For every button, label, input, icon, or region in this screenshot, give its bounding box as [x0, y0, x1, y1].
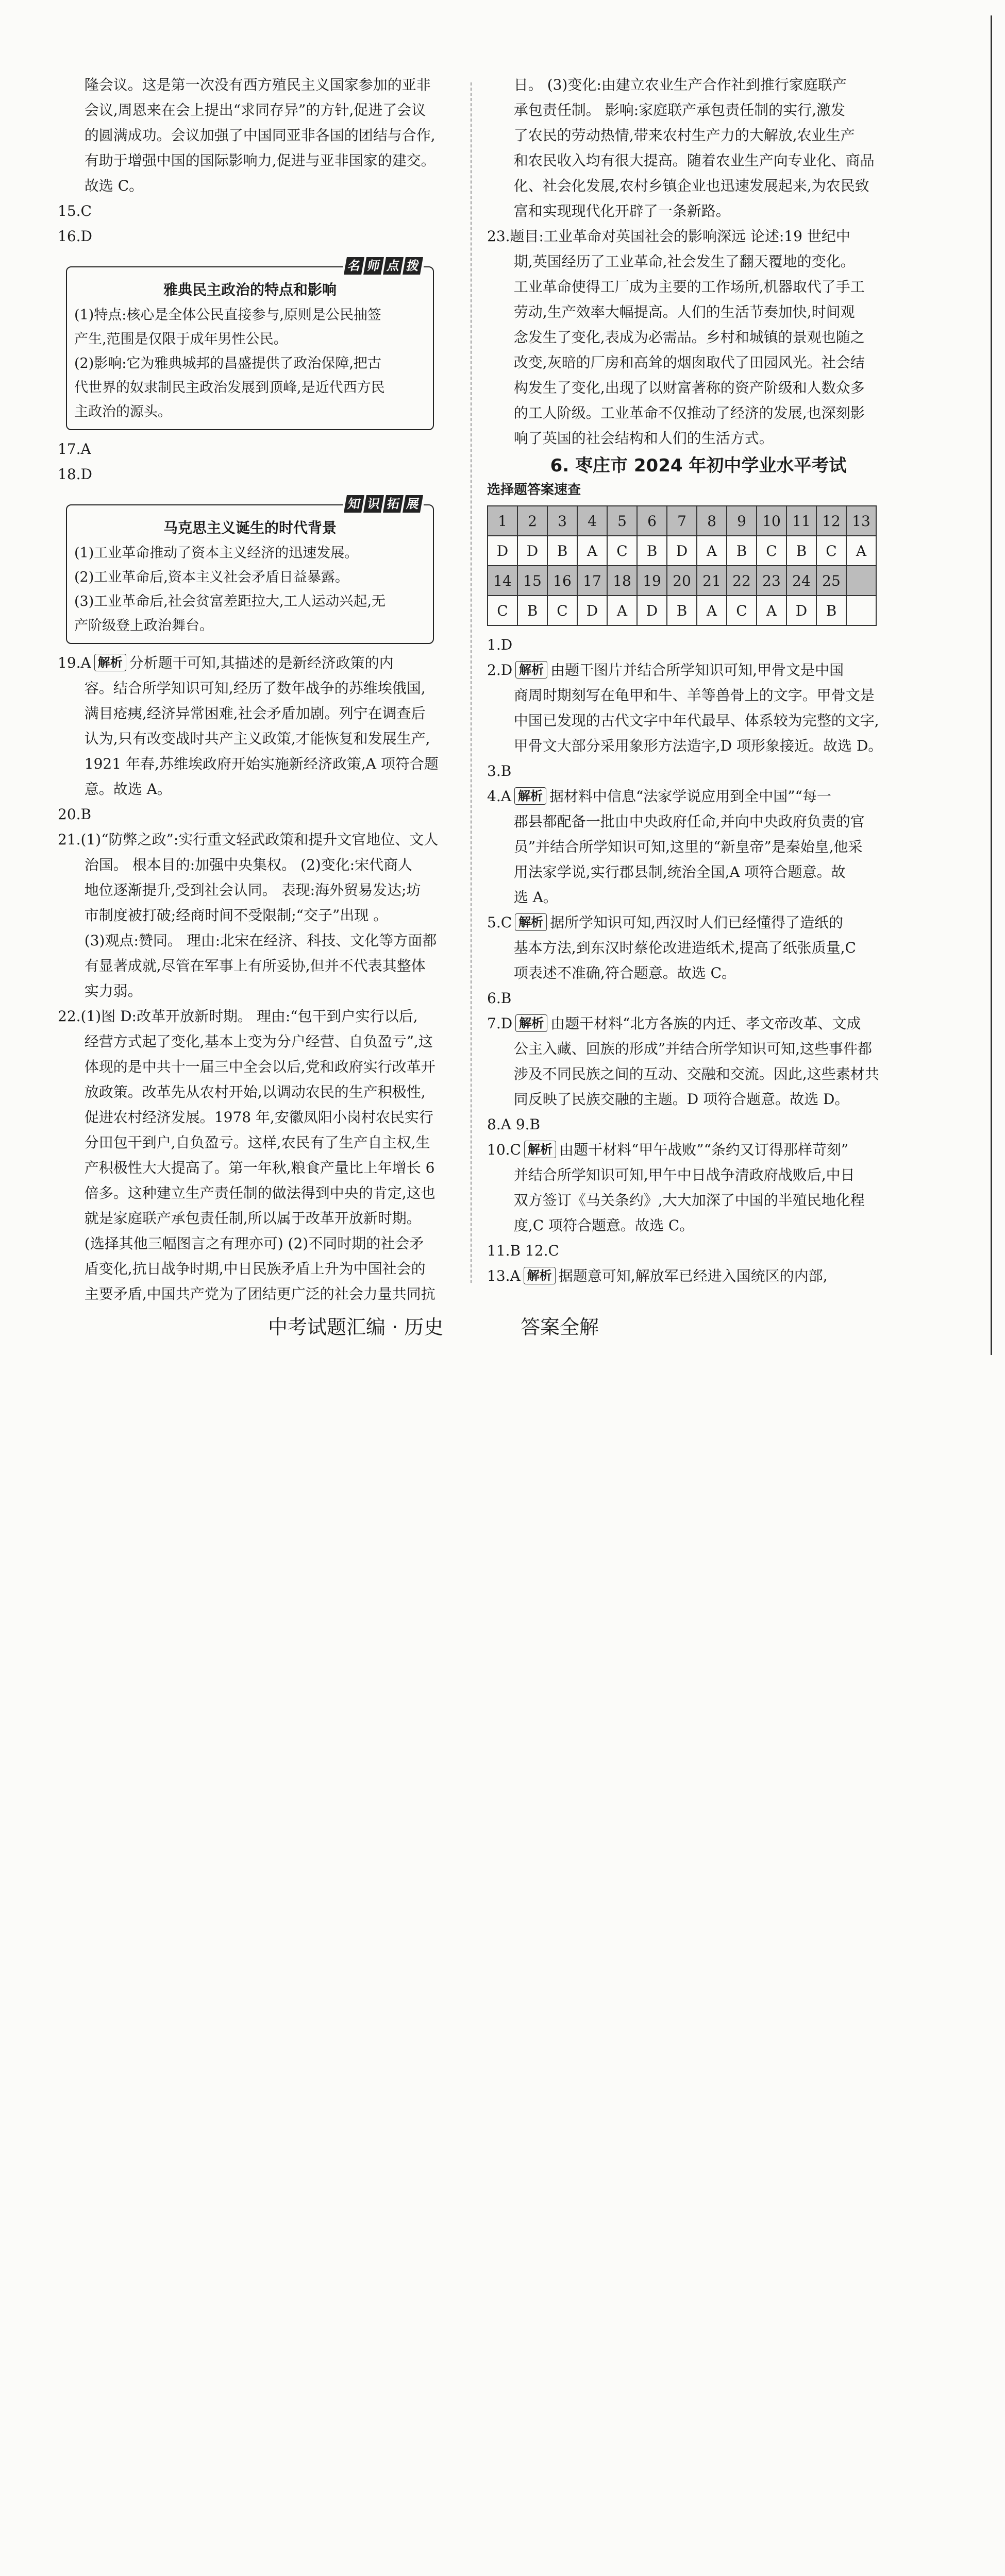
text-line: 放政策。改革先从农村开始,以调动农民的生产积极性,	[84, 1083, 426, 1100]
badge-char: 知	[344, 495, 364, 513]
box-title: 雅典民主政治的特点和影响	[163, 281, 337, 298]
table-cell: 6	[637, 506, 667, 536]
tip-box-marxism	[66, 496, 434, 644]
text-line: 据材料中信息“法家学说应用到全中国”“每一	[549, 788, 831, 805]
table-cell: 11	[786, 506, 816, 536]
analysis-tag: 解析	[515, 661, 547, 679]
table-cell: D	[667, 536, 697, 566]
q21	[58, 827, 449, 1004]
page-footer	[0, 1312, 1005, 1343]
table-cell: 8	[697, 506, 727, 536]
page-edge-line	[991, 15, 992, 1355]
text-line: 员”并结合所学知识可知,这里的“新皇帝”是秦始皇,他采	[513, 838, 863, 855]
right-column	[487, 72, 910, 1289]
table-cell: A	[607, 596, 637, 625]
table-cell-empty	[846, 566, 876, 596]
analysis-tag: 解析	[515, 1014, 547, 1032]
table-cell: 4	[577, 506, 607, 536]
badge-char: 拓	[383, 495, 404, 513]
text-line: 分析题干可知,其描述的是新经济政策的内	[129, 654, 394, 671]
table-cell: B	[727, 536, 757, 566]
table-cell: 10	[757, 506, 786, 536]
answer-20: 20.B	[58, 806, 92, 823]
table-cell: 20	[667, 566, 697, 596]
table-cell: 21	[697, 566, 727, 596]
text-line: 意。故选 A。	[84, 781, 172, 798]
text-line: (3)观点:赞同。 理由:北宋在经济、科技、文化等方面都	[84, 932, 437, 949]
text-line: 由题干图片并结合所学知识可知,甲骨文是中国	[550, 662, 844, 679]
q-head: 13.A	[487, 1267, 521, 1284]
table-cell: C	[488, 596, 517, 625]
text-line: 的圆满成功。会议加强了中国同亚非各国的团结与合作,	[84, 127, 435, 144]
q4	[487, 784, 910, 910]
q-head: 19.A	[58, 654, 91, 671]
table-cell: B	[816, 596, 846, 625]
q10	[487, 1137, 910, 1238]
q23	[487, 224, 910, 451]
text-line: 会议,周恩来在会上提出“求同存异”的方针,促进了会议	[84, 101, 426, 118]
table-cell: 1	[488, 506, 517, 536]
q-head: 2.D	[487, 662, 513, 679]
table-cell: A	[577, 536, 607, 566]
table-cell: A	[846, 536, 876, 566]
text-line: 念发生了变化,表成为必需品。乡村和城镇的景观也随之	[513, 329, 865, 346]
q-head: 5.C	[487, 914, 512, 931]
text-line: 市制度被打破;经商时间不受限制;“交子”出现 。	[84, 907, 388, 924]
text-line: 盾变化,抗日战争时期,中日民族矛盾上升为中国社会的	[84, 1260, 426, 1277]
text-line: 富和实现现代化开辟了一条新路。	[513, 202, 730, 219]
text-line: 地位逐渐提升,受到社会认同。 表现:海外贸易发达;坊	[84, 882, 421, 899]
table-cell: 22	[727, 566, 757, 596]
left-column	[58, 72, 449, 1307]
table-cell: A	[757, 596, 786, 625]
text-line: 隆会议。这是第一次没有西方殖民主义国家参加的亚非	[84, 76, 431, 93]
q7	[487, 1011, 910, 1112]
footer-subtitle: 答案全解	[521, 1316, 599, 1338]
text-line: 据所学知识可知,西汉时人们已经懂得了造纸的	[550, 914, 844, 931]
answer-table-answer-row	[488, 596, 876, 625]
table-cell-empty	[846, 596, 876, 625]
table-cell: 17	[577, 566, 607, 596]
text-line: 产积极性大大提高了。第一年秋,粮食产量比上年增长 6	[84, 1159, 435, 1176]
text-line: 中国已发现的古代文字中年代最早、体系较为完整的文字,	[513, 712, 879, 729]
text-line: 公主入藏、回族的形成”并结合所学知识可知,这些事件都	[513, 1040, 873, 1057]
answer-16: 16.D	[58, 228, 92, 245]
box-badge	[343, 495, 424, 513]
q14-continuation	[58, 72, 449, 198]
q-head: 7.D	[487, 1015, 513, 1032]
analysis-tag: 解析	[94, 654, 126, 671]
table-cell: B	[637, 536, 667, 566]
box-line: (2)工业革命后,资本主义社会矛盾日益暴露。	[74, 569, 349, 585]
table-cell: 19	[637, 566, 667, 596]
q2	[487, 657, 910, 758]
badge-char: 拨	[403, 257, 423, 275]
q19	[58, 650, 449, 802]
table-cell: 25	[816, 566, 846, 596]
table-cell: 14	[488, 566, 517, 596]
q-head: 10.C	[487, 1141, 521, 1158]
table-cell: A	[697, 536, 727, 566]
q-head: 4.A	[487, 788, 511, 805]
text-line: 了农民的劳动热情,带来农村生产力的大解放,农业生产	[513, 127, 855, 144]
answer-table-number-row	[488, 566, 876, 596]
table-cell: 5	[607, 506, 637, 536]
analysis-tag: 解析	[524, 1141, 556, 1158]
text-line: 日。 (3)变化:由建立农业生产合作社到推行家庭联产	[513, 76, 847, 93]
answer-table	[487, 505, 877, 626]
tip-box-athens	[66, 258, 434, 430]
text-line: 郡县都配备一批由中央政府任命,并向中央政府负责的官	[513, 813, 865, 830]
text-line: 度,C 项符合题意。故选 C。	[513, 1217, 694, 1234]
table-cell: B	[517, 596, 547, 625]
text-line: 23.题目:工业革命对英国社会的影响深远 论述:19 世纪中	[487, 228, 850, 245]
analysis-tag: 解析	[514, 787, 546, 805]
text-line: 1921 年春,苏维埃政府开始实施新经济政策,A 项符合题	[84, 755, 439, 772]
text-line: 分田包干到户,自负盈亏。这样,农民有了生产自主权,生	[84, 1134, 430, 1151]
table-cell: 12	[816, 506, 846, 536]
text-line: 由题干材料“甲午战败”“条约又订得那样苛刻”	[559, 1141, 849, 1158]
box-line: (3)工业革命后,社会贫富差距拉大,工人运动兴起,无	[74, 594, 386, 609]
text-line: 涉及不同民族之间的互动、交融和交流。因此,这些素材共	[513, 1065, 879, 1082]
answer-8-9: 8.A 9.B	[487, 1116, 541, 1133]
table-cell: D	[786, 596, 816, 625]
table-cell: B	[786, 536, 816, 566]
box-line: 产阶级登上政治舞台。	[74, 618, 213, 634]
table-cell: C	[757, 536, 786, 566]
text-line: 工业革命使得工厂成为主要的工作场所,机器取代了手工	[513, 278, 865, 295]
box-line: 主政治的源头。	[74, 404, 172, 420]
table-cell: 23	[757, 566, 786, 596]
box-line: 产生,范围是仅限于成年男性公民。	[74, 331, 288, 347]
text-line: 选 A。	[513, 889, 558, 906]
box-line: (2)影响:它为雅典城邦的昌盛提供了政治保障,把古	[74, 355, 381, 371]
text-line: 改变,灰暗的厂房和高耸的烟囱取代了田园风光。社会结	[513, 354, 865, 371]
text-line: 响了英国的社会结构和人们的生活方式。	[513, 430, 774, 447]
text-line: 故选 C。	[84, 177, 144, 194]
q22-continuation	[487, 72, 910, 224]
text-line: 21.(1)“防弊之政”:实行重文轻武政策和提升文官地位、文人	[58, 831, 439, 848]
text-line: 就是家庭联产承包责任制,所以属于改革开放新时期。	[84, 1210, 421, 1227]
text-line: 据题意可知,解放军已经进入国统区的内部,	[558, 1267, 828, 1284]
table-cell: C	[547, 596, 577, 625]
badge-char: 名	[344, 257, 364, 275]
text-line: 和农民收入均有很大提高。随着农业生产向专业化、商品	[513, 152, 875, 169]
table-cell: C	[727, 596, 757, 625]
table-cell: 15	[517, 566, 547, 596]
text-line: 商周时期刻写在龟甲和牛、羊等兽骨上的文字。甲骨文是	[513, 687, 875, 704]
table-cell: 2	[517, 506, 547, 536]
q13	[487, 1263, 910, 1289]
quick-answer-label: 选择题答案速查	[487, 482, 581, 498]
badge-char: 师	[363, 257, 384, 275]
answer-18: 18.D	[58, 466, 92, 483]
table-cell: B	[667, 596, 697, 625]
text-line: 化、社会化发展,农村乡镇企业也迅速发展起来,为农民致	[513, 177, 869, 194]
table-cell: D	[637, 596, 667, 625]
analysis-tag: 解析	[515, 913, 547, 931]
table-cell: 13	[846, 506, 876, 536]
text-line: 并结合所学知识可知,甲午中日战争清政府战败后,中日	[513, 1166, 855, 1183]
text-line: 期,英国经历了工业革命,社会发生了翻天覆地的变化。	[513, 253, 855, 270]
text-line: 倍多。这种建立生产责任制的做法得到中央的肯定,这也	[84, 1184, 435, 1201]
table-cell: 3	[547, 506, 577, 536]
text-line: 同反映了民族交融的主题。D 项符合题意。故选 D。	[513, 1091, 849, 1108]
text-line: 劳动,生产效率大幅提高。人们的生活节奏加快,时间观	[513, 303, 855, 320]
table-cell: C	[607, 536, 637, 566]
text-line: 由题干材料“北方各族的内迁、孝文帝改革、文成	[550, 1015, 861, 1032]
text-line: 经营方式起了变化,基本上变为分户经营、自负盈亏”,这	[84, 1033, 433, 1050]
answer-15: 15.C	[58, 202, 92, 219]
text-line: 用法家学说,实行郡县制,统治全国,A 项符合题意。故	[513, 863, 846, 880]
text-line: 促进农村经济发展。1978 年,安徽凤阳小岗村农民实行	[84, 1109, 433, 1126]
answer-table-answer-row	[488, 536, 876, 566]
table-cell: A	[697, 596, 727, 625]
text-line: 22.(1)图 D:改革开放新时期。 理由:“包干到户实行以后,	[58, 1008, 418, 1025]
text-line: 认为,只有改变战时共产主义政策,才能恢复和发展生产,	[84, 730, 430, 747]
badge-char: 点	[383, 257, 404, 275]
table-cell: 18	[607, 566, 637, 596]
table-cell: 24	[786, 566, 816, 596]
box-badge	[343, 257, 424, 275]
answer-17: 17.A	[58, 440, 91, 457]
answer-table-number-row	[488, 506, 876, 536]
box-title: 马克思主义诞生的时代背景	[163, 519, 337, 536]
q22	[58, 1004, 449, 1307]
table-cell: D	[517, 536, 547, 566]
box-line: (1)特点:核心是全体公民直接参与,原则是公民抽签	[74, 307, 381, 323]
text-line: 有显著成就,尽管在军事上有所妥协,但并不代表其整体	[84, 957, 426, 974]
column-divider	[471, 82, 472, 1283]
text-line: 有助于增强中国的国际影响力,促进与亚非国家的建交。	[84, 152, 435, 169]
answer-3: 3.B	[487, 762, 512, 779]
footer-book-title: 中考试题汇编 · 历史	[268, 1316, 444, 1338]
box-line: (1)工业革命推动了资本主义经济的迅速发展。	[74, 545, 359, 561]
text-line: 双方签订《马关条约》,大大加深了中国的半殖民地化程	[513, 1192, 865, 1209]
table-cell: 7	[667, 506, 697, 536]
text-line: 构发生了变化,出现了以财富著称的资产阶级和人数众多	[513, 379, 865, 396]
answer-6: 6.B	[487, 990, 512, 1007]
badge-char: 展	[403, 495, 423, 513]
answer-11-12: 11.B 12.C	[487, 1242, 559, 1259]
text-line: 主要矛盾,中国共产党为了团结更广泛的社会力量共同抗	[84, 1285, 435, 1302]
section-title: 6. 枣庄市 2024 年初中学业水平考试	[550, 455, 847, 476]
text-line: 实力弱。	[84, 982, 142, 999]
text-line: 治国。 根本目的:加强中央集权。 (2)变化:宋代商人	[84, 856, 413, 873]
table-cell: D	[577, 596, 607, 625]
text-line: 容。结合所学知识可知,经历了数年战争的苏维埃俄国,	[84, 680, 426, 697]
text-line: 的工人阶级。工业革命不仅推动了经济的发展,也深刻影	[513, 404, 865, 421]
box-line: 代世界的奴隶制民主政治发展到顶峰,是近代西方民	[74, 380, 385, 396]
badge-char: 识	[363, 495, 384, 513]
text-line: (选择其他三幅图言之有理亦可) (2)不同时期的社会矛	[84, 1235, 424, 1252]
text-line: 甲骨文大部分采用象形方法造字,D 项形象接近。故选 D。	[513, 737, 883, 754]
q5	[487, 910, 910, 986]
text-line: 体现的是中共十一届三中全会以后,党和政府实行改革开	[84, 1058, 435, 1075]
table-cell: C	[816, 536, 846, 566]
text-line: 项表述不准确,符合题意。故选 C。	[513, 964, 736, 981]
text-line: 承包责任制。 影响:家庭联产承包责任制的实行,激发	[513, 101, 846, 118]
table-cell: 9	[727, 506, 757, 536]
text-line: 基本方法,到东汉时蔡伦改进造纸术,提高了纸张质量,C	[513, 939, 856, 956]
analysis-tag: 解析	[524, 1267, 556, 1284]
table-cell: B	[547, 536, 577, 566]
table-cell: D	[488, 536, 517, 566]
text-line: 满目疮痍,经济异常困难,社会矛盾加剧。列宁在调查后	[84, 705, 426, 722]
answer-1: 1.D	[487, 636, 513, 653]
table-cell: 16	[547, 566, 577, 596]
